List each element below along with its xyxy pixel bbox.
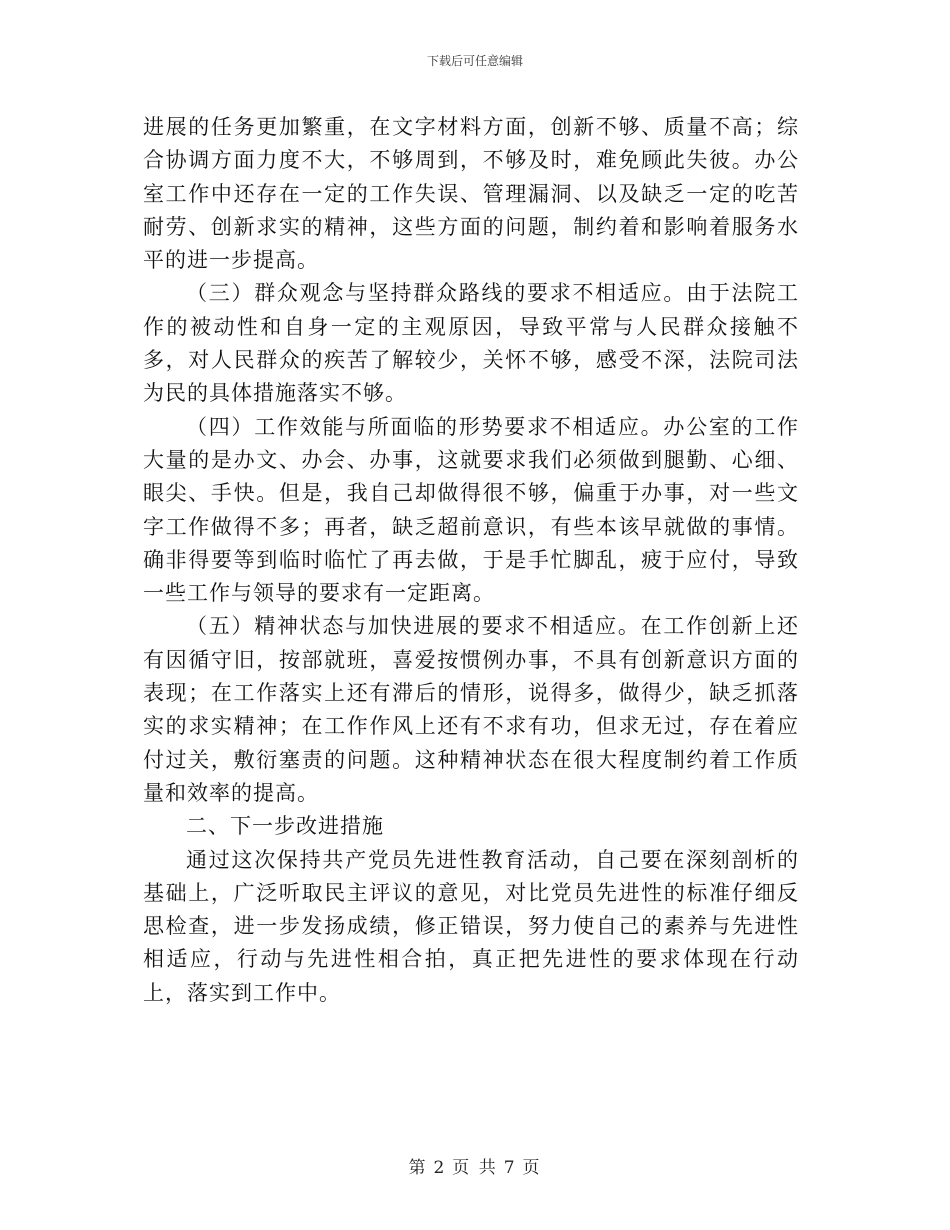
page-footer — [0, 1153, 950, 1178]
paragraph-section-three: （三）群众观念与坚持群众路线的要求不相适应。由于法院工作的被动性和自身一定的主观原因，导致平常与人民群众接触不多，对人民群众的疾苦了解较少，关怀不够，感受不深，法院司法为民的具体措施落实不够。 — [143, 281, 799, 406]
footer-middle: 页 共 — [452, 1158, 498, 1178]
section-heading-improvements: 二、下一步改进措施 — [186, 814, 384, 839]
page-header: 下载后可任意编辑 — [426, 54, 523, 68]
document-body — [143, 111, 799, 1010]
footer-total-pages: 7 — [503, 1158, 517, 1178]
paragraph-section-four: （四）工作效能与所面临的形势要求不相适应。办公室的工作大量的是办文、办会、办事，这就要求我们必须做到腿勤、心细、眼尖、手快。但是，我自己却做得很不够，偏重于办事，对一些文字工作做得不多；再者，缺乏超前意识，有些本该早就做的事情。确非得要等到临时临忙了再去做，于是手忙脚乱，疲于应付，导致一些工作与领导的要求有一定距离。 — [143, 414, 799, 606]
footer-prefix: 第 — [408, 1158, 428, 1178]
footer-suffix: 页 — [522, 1158, 542, 1178]
paragraph-continuation: 进展的任务更加繁重，在文字材料方面，创新不够、质量不高；综合协调方面力度不大，不够周到，不够及时，难免顾此失彼。办公室工作中还存在一定的工作失误、管理漏洞、以及缺乏一定的吃苦耐劳、创新求实的精神，这些方面的问题，制约着和影响着服务水平的进一步提高。 — [143, 115, 799, 273]
footer-current-page: 2 — [433, 1158, 447, 1178]
paragraph-section-five: （五）精神状态与加快进展的要求不相适应。在工作创新上还有因循守旧，按部就班，喜爱按惯例办事，不具有创新意识方面的表现；在工作落实上还有滞后的情形，说得多，做得少，缺乏抓落实的求实精神；在工作作风上还有不求有功，但求无过，存在着应付过关，敷衍塞责的问题。这种精神状态在很大程度制约着工作质量和效率的提高。 — [143, 614, 799, 805]
paragraph-improvements: 通过这次保持共产党员先进性教育活动，自己要在深刻剖析的基础上，广泛听取民主评议的意见，对比党员先进性的标准仔细反思检查，进一步发扬成绩，修正错误，努力使自己的素养与先进性相适应，行动与先进性相合拍，真正把先进性的要求体现在行动上，落实到工作中。 — [143, 847, 799, 1005]
